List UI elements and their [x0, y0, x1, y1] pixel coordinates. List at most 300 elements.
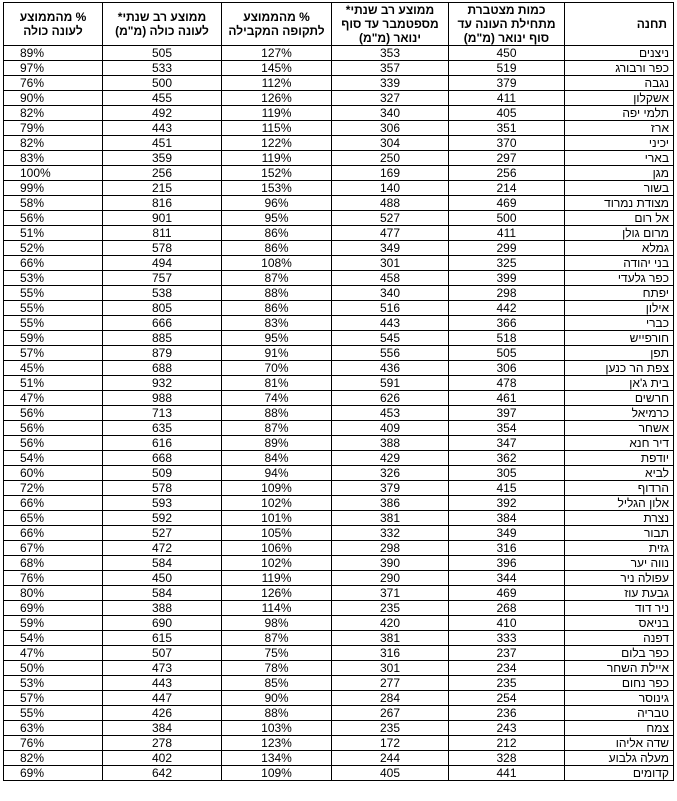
cumulative-cell: 268	[449, 601, 565, 616]
avg-season-cell: 592	[103, 511, 222, 526]
avg-period-cell: 420	[332, 616, 449, 631]
cumulative-cell: 235	[449, 676, 565, 691]
station-cell: תפן	[565, 346, 674, 361]
cumulative-cell: 351	[449, 121, 565, 136]
pct-season-cell: 63%	[4, 721, 103, 736]
avg-season-cell: 578	[103, 481, 222, 496]
pct-season-cell: 83%	[4, 151, 103, 166]
header-station: תחנה	[565, 3, 674, 46]
cumulative-cell: 405	[449, 106, 565, 121]
avg-period-cell: 301	[332, 661, 449, 676]
cumulative-cell: 256	[449, 166, 565, 181]
station-cell: נצרת	[565, 511, 674, 526]
pct-period-cell: 87%	[222, 271, 332, 286]
station-cell: כפר בלום	[565, 646, 674, 661]
station-cell: חורפייש	[565, 331, 674, 346]
cumulative-cell: 399	[449, 271, 565, 286]
table-row	[4, 91, 674, 106]
table-row	[4, 661, 674, 676]
pct-period-cell: 103%	[222, 721, 332, 736]
cumulative-cell: 344	[449, 571, 565, 586]
avg-period-cell: 453	[332, 406, 449, 421]
station-cell: שדה אליהו	[565, 736, 674, 751]
avg-period-cell: 591	[332, 376, 449, 391]
pct-season-cell: 59%	[4, 616, 103, 631]
avg-period-cell: 235	[332, 721, 449, 736]
avg-season-cell: 494	[103, 256, 222, 271]
pct-period-cell: 90%	[222, 691, 332, 706]
table-row	[4, 721, 674, 736]
station-cell: יכיני	[565, 136, 674, 151]
pct-period-cell: 89%	[222, 436, 332, 451]
avg-period-cell: 290	[332, 571, 449, 586]
avg-period-cell: 340	[332, 286, 449, 301]
station-cell: אלון הגליל	[565, 496, 674, 511]
table-row	[4, 646, 674, 661]
cumulative-cell: 411	[449, 91, 565, 106]
pct-period-cell: 119%	[222, 571, 332, 586]
avg-season-cell: 688	[103, 361, 222, 376]
table-row	[4, 376, 674, 391]
table-row	[4, 481, 674, 496]
station-cell: חרשים	[565, 391, 674, 406]
avg-period-cell: 357	[332, 61, 449, 76]
cumulative-cell: 333	[449, 631, 565, 646]
pct-season-cell: 82%	[4, 106, 103, 121]
table-row	[4, 286, 674, 301]
avg-season-cell: 616	[103, 436, 222, 451]
table-row	[4, 691, 674, 706]
table-row	[4, 616, 674, 631]
avg-period-cell: 379	[332, 481, 449, 496]
table-row	[4, 241, 674, 256]
table-row	[4, 121, 674, 136]
station-cell: בית ג'אן	[565, 376, 674, 391]
avg-season-cell: 443	[103, 676, 222, 691]
station-cell: צמח	[565, 721, 674, 736]
pct-season-cell: 50%	[4, 661, 103, 676]
avg-period-cell: 371	[332, 586, 449, 601]
avg-season-cell: 757	[103, 271, 222, 286]
rainfall-table-wrapper	[3, 2, 674, 781]
cumulative-cell: 370	[449, 136, 565, 151]
cumulative-cell: 392	[449, 496, 565, 511]
station-cell: גינוסר	[565, 691, 674, 706]
station-cell: כפר ורבורג	[565, 61, 674, 76]
pct-season-cell: 54%	[4, 631, 103, 646]
pct-season-cell: 55%	[4, 286, 103, 301]
avg-season-cell: 451	[103, 136, 222, 151]
pct-season-cell: 89%	[4, 46, 103, 61]
pct-period-cell: 109%	[222, 481, 332, 496]
pct-period-cell: 122%	[222, 136, 332, 151]
avg-season-cell: 593	[103, 496, 222, 511]
pct-season-cell: 57%	[4, 691, 103, 706]
avg-period-cell: 390	[332, 556, 449, 571]
pct-period-cell: 88%	[222, 286, 332, 301]
pct-season-cell: 53%	[4, 676, 103, 691]
table-row	[4, 706, 674, 721]
table-row	[4, 556, 674, 571]
station-cell: גמלא	[565, 241, 674, 256]
pct-season-cell: 66%	[4, 496, 103, 511]
avg-period-cell: 340	[332, 106, 449, 121]
avg-period-cell: 244	[332, 751, 449, 766]
table-row	[4, 346, 674, 361]
table-row	[4, 151, 674, 166]
pct-season-cell: 58%	[4, 196, 103, 211]
avg-period-cell: 626	[332, 391, 449, 406]
avg-period-cell: 545	[332, 331, 449, 346]
pct-period-cell: 101%	[222, 511, 332, 526]
pct-season-cell: 79%	[4, 121, 103, 136]
table-row	[4, 466, 674, 481]
table-row	[4, 316, 674, 331]
avg-period-cell: 306	[332, 121, 449, 136]
pct-season-cell: 67%	[4, 541, 103, 556]
avg-season-cell: 885	[103, 331, 222, 346]
cumulative-cell: 243	[449, 721, 565, 736]
pct-season-cell: 47%	[4, 391, 103, 406]
rainfall-table	[3, 2, 674, 781]
cumulative-cell: 212	[449, 736, 565, 751]
station-cell: הרדוף	[565, 481, 674, 496]
avg-season-cell: 384	[103, 721, 222, 736]
pct-period-cell: 83%	[222, 316, 332, 331]
pct-season-cell: 68%	[4, 556, 103, 571]
pct-season-cell: 69%	[4, 601, 103, 616]
avg-period-cell: 326	[332, 466, 449, 481]
pct-period-cell: 115%	[222, 121, 332, 136]
pct-season-cell: 99%	[4, 181, 103, 196]
avg-season-cell: 538	[103, 286, 222, 301]
pct-season-cell: 55%	[4, 706, 103, 721]
station-cell: כברי	[565, 316, 674, 331]
pct-period-cell: 75%	[222, 646, 332, 661]
cumulative-cell: 442	[449, 301, 565, 316]
cumulative-cell: 397	[449, 406, 565, 421]
pct-period-cell: 95%	[222, 331, 332, 346]
avg-period-cell: 405	[332, 766, 449, 781]
cumulative-cell: 518	[449, 331, 565, 346]
pct-season-cell: 56%	[4, 436, 103, 451]
pct-period-cell: 70%	[222, 361, 332, 376]
station-cell: יפתח	[565, 286, 674, 301]
station-cell: איילת השחר	[565, 661, 674, 676]
avg-season-cell: 811	[103, 226, 222, 241]
avg-season-cell: 668	[103, 451, 222, 466]
station-cell: בניאס	[565, 616, 674, 631]
avg-season-cell: 932	[103, 376, 222, 391]
avg-period-cell: 172	[332, 736, 449, 751]
table-row	[4, 256, 674, 271]
avg-season-cell: 472	[103, 541, 222, 556]
station-cell: כרמיאל	[565, 406, 674, 421]
avg-period-cell: 388	[332, 436, 449, 451]
pct-period-cell: 119%	[222, 151, 332, 166]
table-row	[4, 136, 674, 151]
table-row	[4, 226, 674, 241]
avg-period-cell: 477	[332, 226, 449, 241]
cumulative-cell: 354	[449, 421, 565, 436]
avg-period-cell: 332	[332, 526, 449, 541]
avg-period-cell: 458	[332, 271, 449, 286]
cumulative-cell: 410	[449, 616, 565, 631]
pct-period-cell: 74%	[222, 391, 332, 406]
avg-season-cell: 447	[103, 691, 222, 706]
station-cell: נגבה	[565, 76, 674, 91]
pct-period-cell: 85%	[222, 676, 332, 691]
cumulative-cell: 234	[449, 661, 565, 676]
avg-season-cell: 278	[103, 736, 222, 751]
pct-season-cell: 66%	[4, 256, 103, 271]
station-cell: מעלה גלבוע	[565, 751, 674, 766]
avg-period-cell: 140	[332, 181, 449, 196]
avg-period-cell: 381	[332, 631, 449, 646]
avg-season-cell: 879	[103, 346, 222, 361]
pct-period-cell: 86%	[222, 226, 332, 241]
cumulative-cell: 415	[449, 481, 565, 496]
avg-period-cell: 386	[332, 496, 449, 511]
table-row	[4, 196, 674, 211]
pct-season-cell: 66%	[4, 526, 103, 541]
pct-period-cell: 88%	[222, 406, 332, 421]
table-row	[4, 211, 674, 226]
avg-season-cell: 988	[103, 391, 222, 406]
avg-season-cell: 509	[103, 466, 222, 481]
avg-season-cell: 578	[103, 241, 222, 256]
pct-period-cell: 102%	[222, 556, 332, 571]
pct-season-cell: 59%	[4, 331, 103, 346]
table-row	[4, 541, 674, 556]
station-cell: כפר גלעדי	[565, 271, 674, 286]
pct-period-cell: 81%	[222, 376, 332, 391]
cumulative-cell: 505	[449, 346, 565, 361]
pct-period-cell: 102%	[222, 496, 332, 511]
cumulative-cell: 328	[449, 751, 565, 766]
table-row	[4, 751, 674, 766]
station-cell: קדומים	[565, 766, 674, 781]
pct-season-cell: 65%	[4, 511, 103, 526]
avg-period-cell: 353	[332, 46, 449, 61]
station-cell: מגן	[565, 166, 674, 181]
pct-period-cell: 106%	[222, 541, 332, 556]
pct-period-cell: 108%	[222, 256, 332, 271]
avg-period-cell: 169	[332, 166, 449, 181]
avg-period-cell: 527	[332, 211, 449, 226]
table-row	[4, 61, 674, 76]
pct-season-cell: 56%	[4, 406, 103, 421]
cumulative-cell: 379	[449, 76, 565, 91]
avg-period-cell: 250	[332, 151, 449, 166]
pct-period-cell: 86%	[222, 241, 332, 256]
cumulative-cell: 305	[449, 466, 565, 481]
pct-season-cell: 100%	[4, 166, 103, 181]
pct-period-cell: 95%	[222, 211, 332, 226]
avg-season-cell: 805	[103, 301, 222, 316]
avg-period-cell: 298	[332, 541, 449, 556]
table-row	[4, 271, 674, 286]
cumulative-cell: 478	[449, 376, 565, 391]
avg-season-cell: 215	[103, 181, 222, 196]
cumulative-cell: 396	[449, 556, 565, 571]
cumulative-cell: 347	[449, 436, 565, 451]
pct-season-cell: 56%	[4, 211, 103, 226]
cumulative-cell: 461	[449, 391, 565, 406]
pct-season-cell: 51%	[4, 376, 103, 391]
station-cell: מצודת נמרוד	[565, 196, 674, 211]
station-cell: מרום גולן	[565, 226, 674, 241]
pct-season-cell: 57%	[4, 346, 103, 361]
table-row	[4, 496, 674, 511]
avg-period-cell: 339	[332, 76, 449, 91]
avg-period-cell: 381	[332, 511, 449, 526]
avg-period-cell: 429	[332, 451, 449, 466]
pct-period-cell: 112%	[222, 76, 332, 91]
table-row	[4, 331, 674, 346]
pct-season-cell: 60%	[4, 466, 103, 481]
avg-season-cell: 666	[103, 316, 222, 331]
pct-period-cell: 94%	[222, 466, 332, 481]
station-cell: יודפת	[565, 451, 674, 466]
avg-period-cell: 301	[332, 256, 449, 271]
table-row	[4, 181, 674, 196]
avg-season-cell: 426	[103, 706, 222, 721]
pct-season-cell: 54%	[4, 451, 103, 466]
table-row	[4, 406, 674, 421]
table-row	[4, 76, 674, 91]
pct-season-cell: 82%	[4, 751, 103, 766]
cumulative-cell: 469	[449, 196, 565, 211]
table-row	[4, 301, 674, 316]
cumulative-cell: 366	[449, 316, 565, 331]
avg-period-cell: 349	[332, 241, 449, 256]
station-cell: תלמי יפה	[565, 106, 674, 121]
avg-season-cell: 690	[103, 616, 222, 631]
table-row	[4, 106, 674, 121]
avg-season-cell: 500	[103, 76, 222, 91]
avg-season-cell: 450	[103, 571, 222, 586]
avg-season-cell: 455	[103, 91, 222, 106]
cumulative-cell: 411	[449, 226, 565, 241]
avg-season-cell: 388	[103, 601, 222, 616]
avg-season-cell: 901	[103, 211, 222, 226]
table-header	[4, 3, 674, 46]
avg-period-cell: 556	[332, 346, 449, 361]
station-cell: בני יהודה	[565, 256, 674, 271]
table-row	[4, 736, 674, 751]
cumulative-cell: 214	[449, 181, 565, 196]
pct-season-cell: 52%	[4, 241, 103, 256]
pct-period-cell: 88%	[222, 706, 332, 721]
avg-period-cell: 488	[332, 196, 449, 211]
pct-period-cell: 87%	[222, 631, 332, 646]
station-cell: ניצנים	[565, 46, 674, 61]
avg-season-cell: 505	[103, 46, 222, 61]
pct-season-cell: 55%	[4, 316, 103, 331]
station-cell: צפת הר כנען	[565, 361, 674, 376]
pct-season-cell: 97%	[4, 61, 103, 76]
table-row	[4, 766, 674, 781]
avg-season-cell: 527	[103, 526, 222, 541]
pct-period-cell: 123%	[222, 736, 332, 751]
cumulative-cell: 349	[449, 526, 565, 541]
station-cell: ניר דוד	[565, 601, 674, 616]
table-row	[4, 391, 674, 406]
avg-season-cell: 615	[103, 631, 222, 646]
header-avg-season: ממוצע רב שנתי* לעונה כולה (מ"מ)	[103, 3, 222, 46]
pct-period-cell: 91%	[222, 346, 332, 361]
avg-period-cell: 436	[332, 361, 449, 376]
avg-season-cell: 816	[103, 196, 222, 211]
pct-season-cell: 82%	[4, 136, 103, 151]
pct-period-cell: 127%	[222, 46, 332, 61]
avg-season-cell: 584	[103, 556, 222, 571]
pct-season-cell: 45%	[4, 361, 103, 376]
header-pct-season: % מהממוצע לעונה כולה	[4, 3, 103, 46]
table-row	[4, 676, 674, 691]
avg-season-cell: 642	[103, 766, 222, 781]
pct-period-cell: 145%	[222, 61, 332, 76]
cumulative-cell: 298	[449, 286, 565, 301]
cumulative-cell: 519	[449, 61, 565, 76]
avg-period-cell: 235	[332, 601, 449, 616]
table-row	[4, 526, 674, 541]
cumulative-cell: 325	[449, 256, 565, 271]
avg-period-cell: 516	[332, 301, 449, 316]
pct-period-cell: 96%	[222, 196, 332, 211]
avg-season-cell: 713	[103, 406, 222, 421]
table-row	[4, 601, 674, 616]
cumulative-cell: 500	[449, 211, 565, 226]
station-cell: לביא	[565, 466, 674, 481]
station-cell: עפולה ניר	[565, 571, 674, 586]
pct-period-cell: 114%	[222, 601, 332, 616]
avg-period-cell: 277	[332, 676, 449, 691]
pct-season-cell: 76%	[4, 736, 103, 751]
station-cell: טבריה	[565, 706, 674, 721]
table-body	[4, 46, 674, 781]
cumulative-cell: 441	[449, 766, 565, 781]
cumulative-cell: 297	[449, 151, 565, 166]
cumulative-cell: 384	[449, 511, 565, 526]
table-row	[4, 571, 674, 586]
station-cell: אל רום	[565, 211, 674, 226]
pct-season-cell: 56%	[4, 421, 103, 436]
station-cell: דיר חנא	[565, 436, 674, 451]
pct-season-cell: 80%	[4, 586, 103, 601]
avg-period-cell: 316	[332, 646, 449, 661]
station-cell: דפנה	[565, 631, 674, 646]
pct-period-cell: 78%	[222, 661, 332, 676]
table-row	[4, 166, 674, 181]
cumulative-cell: 362	[449, 451, 565, 466]
table-row	[4, 46, 674, 61]
avg-period-cell: 304	[332, 136, 449, 151]
pct-period-cell: 98%	[222, 616, 332, 631]
avg-period-cell: 409	[332, 421, 449, 436]
header-cumulative: כמות מצטברת מתחילת העונה עד סוף ינואר (מ"מ)	[449, 3, 565, 46]
cumulative-cell: 469	[449, 586, 565, 601]
pct-period-cell: 86%	[222, 301, 332, 316]
cumulative-cell: 450	[449, 46, 565, 61]
station-cell: אשקלון	[565, 91, 674, 106]
cumulative-cell: 236	[449, 706, 565, 721]
cumulative-cell: 299	[449, 241, 565, 256]
header-pct-period: % מהממוצע לתקופה המקבילה	[222, 3, 332, 46]
avg-period-cell: 267	[332, 706, 449, 721]
avg-period-cell: 327	[332, 91, 449, 106]
